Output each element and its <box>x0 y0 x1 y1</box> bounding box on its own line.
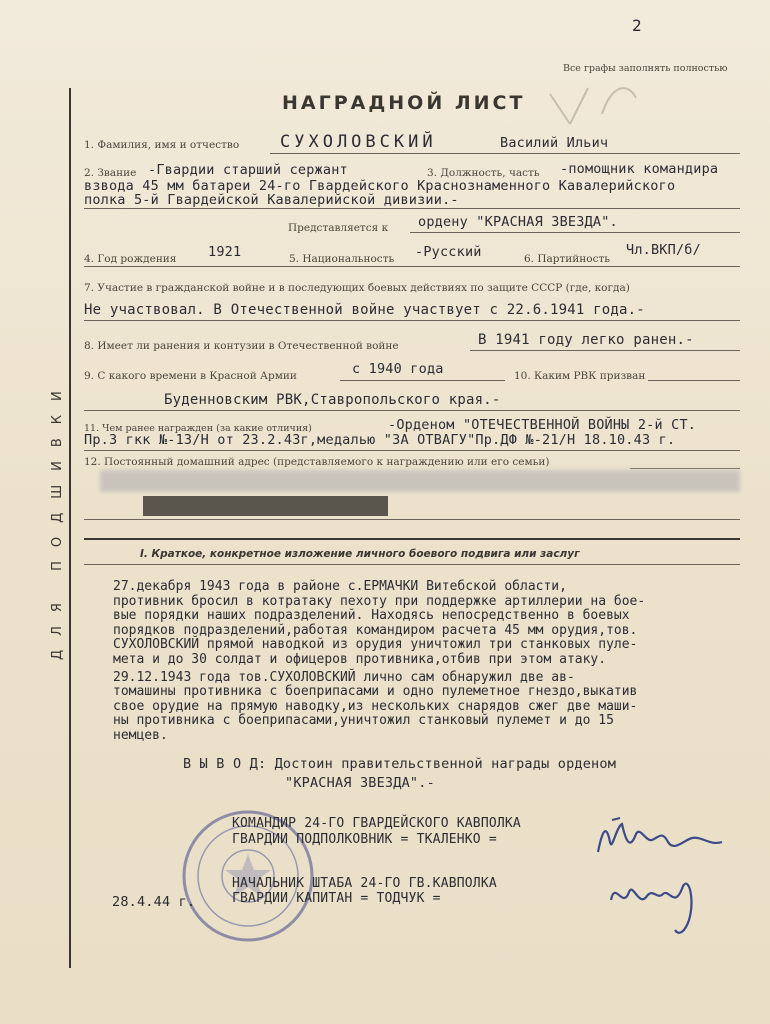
address-redacted-block <box>143 496 388 516</box>
presented-label: Представляется к <box>288 222 389 234</box>
rvk-label: 10. Каким РВК призван <box>514 370 646 382</box>
binding-line <box>69 88 71 968</box>
narrative-line: мета и до 30 солдат и офицеров противника,отбив при этом атаку. <box>113 651 607 667</box>
prev-awards-label: 11. Чем ранее награжден (за какие отличия) <box>84 423 312 434</box>
presented-value: ордену "КРАСНАЯ ЗВЕЗДА". <box>418 214 618 230</box>
position-line <box>84 208 740 209</box>
surname-value: СУХОЛОВСКИЙ <box>280 132 437 152</box>
address-redacted-bar <box>100 470 740 492</box>
rank-value: -Гвардии старший сержант <box>148 162 348 178</box>
side-label <box>46 377 65 660</box>
chief-signature-icon <box>605 870 715 940</box>
civil-value: Не участвовал. В Отечественной войне участвует с 22.6.1941 года.- <box>84 302 645 318</box>
narrative-line: 27.декабря 1943 года в районе с.ЕРМАЧКИ Витебской области, <box>113 579 567 594</box>
narrative-line: противник бросил в котратаку пехоту при поддержке артиллерии на бое- <box>113 593 646 609</box>
commander-signature-icon <box>592 812 732 872</box>
narrative-block <box>113 580 645 744</box>
address-line-2 <box>84 519 740 520</box>
prev-awards-value-2: Пр.3 гкк №-13/Н от 23.2.43г,медалью "ЗА ОТВАГУ"Пр.ДФ №-21/Н 18.10.43 г. <box>84 432 676 448</box>
conclusion-line-2: "КРАСНАЯ ЗВЕЗДА".- <box>285 775 435 791</box>
position-value-1: -помощник командира <box>560 161 719 177</box>
position-label: 3. Должность, часть <box>427 167 540 179</box>
nation-label: 5. Национальность <box>289 253 395 265</box>
chief-line-1: НАЧАЛЬНИК ШТАБА 24-ГО ГВ.КАВПОЛКА <box>232 876 497 891</box>
wounds-label: 8. Имеет ли ранения и контузии в Отечественной войне <box>84 340 399 352</box>
narrative-line: 29.12.1943 года тов.СУХОЛОВСКИЙ лично сам обнаружил две ав- <box>113 669 575 685</box>
rvk-line-1 <box>648 380 740 381</box>
page-number: 2 <box>632 16 642 35</box>
address-line-1 <box>630 468 740 469</box>
birth-label: 4. Год рождения <box>84 253 177 265</box>
chief-line-2: ГВАРДИИ КАПИТАН = ТОДЧУК = <box>232 891 441 906</box>
name-value: Василий Ильич <box>500 135 609 151</box>
commander-line-1: КОМАНДИР 24-ГО ГВАРДЕЙСКОГО КАВПОЛКА <box>232 816 521 831</box>
rvk-value: Буденновским РВК,Ставропольского края.- <box>164 392 501 408</box>
page-title: НАГРАДНОЙ ЛИСТ <box>282 92 526 114</box>
rank-label: 2. Звание <box>84 167 137 179</box>
conclusion-line-1: В Ы В О Д: Достоин правительственной награды орденом <box>183 756 617 772</box>
narrative-line: вые порядки наших подразделений. Находясь непосредственно в боевых <box>113 608 630 624</box>
rvk-line-2 <box>84 410 740 411</box>
since-label: 9. С какого времени в Красной Армии <box>84 370 297 382</box>
fio-label: 1. Фамилия, имя и отчество <box>84 139 240 151</box>
narrative-line: порядков подразделений,работая командиром расчета 45 мм орудия,тов. <box>113 622 638 638</box>
header-note: Все графы заполнять полностью <box>563 63 728 74</box>
narrative-line: немцев. <box>113 727 168 743</box>
party-value: Чл.ВКП/б/ <box>626 242 701 258</box>
section-title: I. Краткое, конкретное изложение личного боевого подвига или заслуг <box>140 548 580 560</box>
wounds-line <box>470 350 740 351</box>
narrative-line: ны противника с боеприпасами,уничтожил станковый пулемет и до 15 <box>113 713 614 729</box>
position-value-3: полка 5-й Гвардейской Кавалерийской дивизии.- <box>84 192 459 208</box>
address-label: 12. Постоянный домашний адрес (представляемого к награждению или его семьи) <box>84 456 550 468</box>
civil-line <box>84 320 740 321</box>
birth-line <box>84 266 740 267</box>
presented-line <box>410 232 740 233</box>
narrative-line: свое орудие на прямую наводку,из нескольких снарядов сжег две маши- <box>113 698 638 714</box>
position-value-2: взвода 45 мм батареи 24-го Гвардейского Краснознаменного Кавалерийского <box>84 178 676 194</box>
section-rule-top <box>84 538 740 540</box>
pencil-mark-icon <box>540 74 650 134</box>
since-value: с 1940 года <box>352 361 444 377</box>
narrative-line: СУХОЛОВСКИЙ прямой наводкой из орудия уничтожил три станковых пуле- <box>113 637 638 653</box>
fio-line <box>270 153 740 154</box>
narrative-line: томашины противника с боеприпасами и одно пулеметное гнездо,выкатив <box>113 684 638 700</box>
side-label-text: ДЛЯ ПОДШИВКИ <box>50 377 65 660</box>
nation-value: -Русский <box>415 244 482 260</box>
section-rule-bottom <box>84 564 740 565</box>
since-line <box>340 380 505 381</box>
document-date: 28.4.44 г. <box>112 894 196 910</box>
commander-line-2: ГВАРДИИ ПОДПОЛКОВНИК = ТКАЛЕНКО = <box>232 832 497 847</box>
wounds-value: В 1941 году легко ранен.- <box>478 332 694 348</box>
prev-awards-value-1: -Орденом "ОТЕЧЕСТВЕННОЙ ВОЙНЫ 2-й СТ. <box>388 417 697 433</box>
birth-value: 1921 <box>208 244 242 260</box>
civil-label: 7. Участие в гражданской войне и в последующих боевых действиях по защите СССР (где, когда) <box>84 282 630 294</box>
prev-awards-line <box>84 450 740 451</box>
party-label: 6. Партийность <box>524 253 611 265</box>
